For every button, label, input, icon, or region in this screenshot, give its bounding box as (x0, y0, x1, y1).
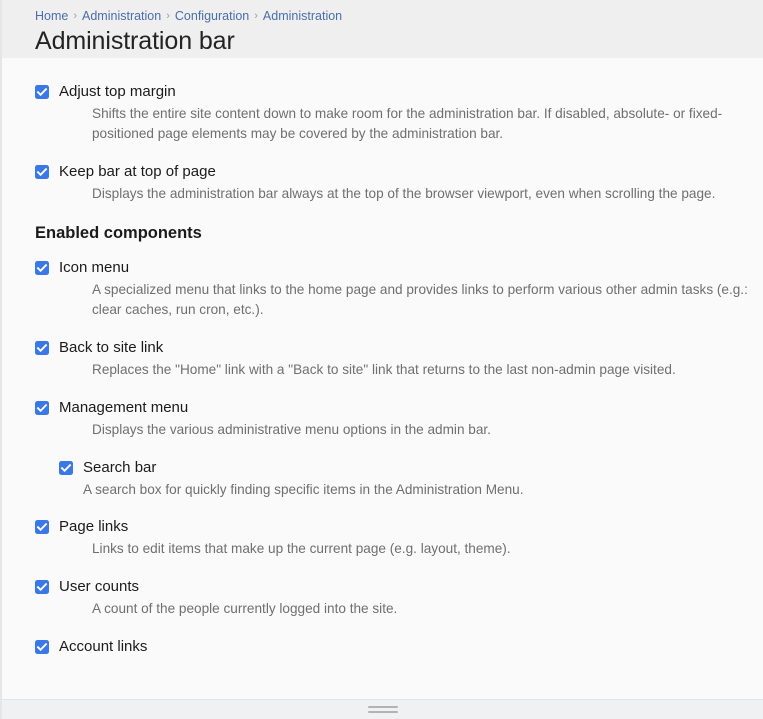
option-description: Replaces the "Home" link with a "Back to site" link that returns to the last non-admin page visited. (92, 362, 676, 377)
option-description: A specialized menu that links to the home page and provides links to perform various other admin tasks (e.g.: clear caches, run cron, etc.). (92, 282, 748, 317)
page-title: Administration bar (35, 27, 235, 55)
option-label[interactable]: Search bar (83, 459, 157, 476)
checkbox-checked-icon[interactable] (35, 341, 49, 355)
breadcrumb (35, 6, 763, 24)
checkbox-checked-icon[interactable] (35, 85, 49, 99)
option-row[interactable] (35, 398, 763, 418)
option-search-bar (2, 458, 763, 500)
option-row[interactable] (35, 517, 763, 537)
option-label[interactable]: Management menu (59, 399, 189, 416)
breadcrumb-item-2[interactable]: Administration (82, 9, 162, 23)
option-row[interactable] (59, 458, 763, 478)
checkbox-checked-icon[interactable] (35, 165, 49, 179)
option-label[interactable]: User counts (59, 578, 140, 595)
option-label[interactable]: Icon menu (59, 259, 130, 276)
option-label[interactable]: Back to site link (59, 339, 164, 356)
breadcrumb-item-4[interactable]: Administration (262, 9, 343, 23)
checkbox-checked-icon[interactable] (35, 580, 49, 594)
breadcrumb-item-1[interactable]: Home (35, 9, 69, 23)
enabled-components-heading: Enabled components (35, 224, 202, 242)
option-row[interactable] (35, 258, 763, 278)
option-description: A count of the people currently logged into the site. (92, 601, 398, 616)
option-user-counts (2, 577, 763, 619)
breadcrumb-item-3[interactable]: Configuration (174, 9, 250, 23)
option-label[interactable]: Adjust top margin (59, 83, 176, 100)
handle-line (368, 711, 398, 713)
page-header (2, 0, 763, 58)
option-page-links (2, 517, 763, 559)
option-row[interactable] (35, 162, 763, 182)
option-row[interactable] (35, 637, 763, 657)
option-label[interactable]: Account links (59, 638, 148, 655)
option-keep-bar-at-top-of-page (2, 162, 763, 204)
checkbox-checked-icon[interactable] (59, 461, 73, 475)
checkbox-checked-icon[interactable] (35, 401, 49, 415)
checkbox-checked-icon[interactable] (35, 261, 49, 275)
checkbox-checked-icon[interactable] (35, 520, 49, 534)
window-resize-bar[interactable] (2, 699, 763, 719)
handle-line (368, 706, 398, 708)
checkbox-checked-icon[interactable] (35, 640, 49, 654)
option-row[interactable] (35, 577, 763, 597)
option-row[interactable] (35, 338, 763, 358)
option-back-to-site-link (2, 338, 763, 380)
option-description: Displays the various administrative menu options in the admin bar. (92, 422, 491, 437)
option-management-menu (2, 398, 763, 440)
option-description: Links to edit items that make up the current page (e.g. layout, theme). (92, 541, 511, 556)
option-description: Displays the administration bar always at the top of the browser viewport, even when scrolling the page. (92, 186, 716, 201)
option-label[interactable]: Keep bar at top of page (59, 163, 216, 180)
breadcrumb-separator-icon: › (73, 10, 78, 22)
enabled-components-group (2, 258, 763, 657)
option-icon-menu (2, 258, 763, 320)
breadcrumb-separator-icon: › (254, 10, 258, 22)
top-options-group (2, 82, 763, 204)
resize-handle-icon[interactable] (368, 706, 398, 713)
option-description: Shifts the entire site content down to make room for the administration bar. If disabled, absolute- or fixed-positioned page elements may be covered by the administration bar. (92, 106, 723, 141)
option-description: A search box for quickly finding specific items in the Administration Menu. (83, 482, 524, 497)
breadcrumb-separator-icon: › (166, 10, 170, 22)
option-label[interactable]: Page links (59, 518, 129, 535)
option-row[interactable] (35, 82, 763, 102)
settings-content (2, 58, 763, 719)
option-account-links (2, 637, 763, 657)
option-adjust-top-margin (2, 82, 763, 144)
